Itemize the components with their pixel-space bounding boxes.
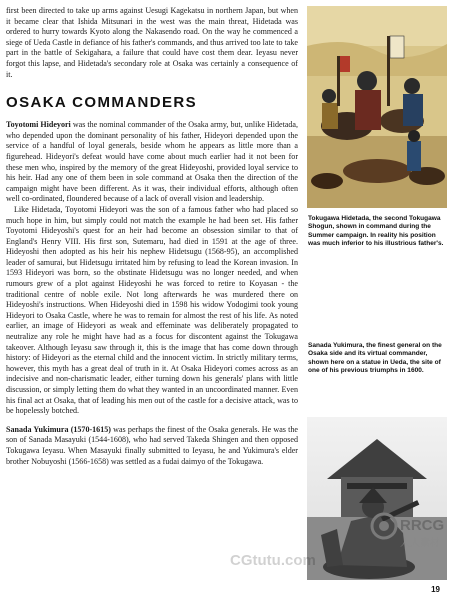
watermark-text: CGtutu.com bbox=[230, 552, 316, 569]
hidetada-illustration bbox=[307, 6, 447, 208]
caption-hidetada: Tokugawa Hidetada, the second Tokugawa Shogun, shown in command during the Summer campaign. In reality his position was much inferior to his illustrious father's. bbox=[308, 215, 444, 247]
caption-yukimura: Sanada Yukimura, the finest general on the Osaka side and its virtual commander, shown here on a statue in Ueda, the site of one of his previous triumphs in 1600. bbox=[308, 342, 442, 374]
section-heading: OSAKA COMMANDERS bbox=[6, 94, 198, 112]
statue-image bbox=[307, 417, 447, 580]
yukimura-statue-photo bbox=[307, 417, 447, 580]
yukimura-paragraph bbox=[6, 425, 298, 467]
yukimura-text: was perhaps the finest of the Osaka generals. He was the son of Sanada Masayuki (1544-1608), who had served Takeda Shingen and then opposed Tokugawa Ieyasu. When Masayuki finally submitted to Ieyasu, he and Yukimura's elder brother Nobuyoshi (1566-1658) was settled as a fudai daimyo of the Tokugawa. bbox=[6, 424, 298, 466]
page-number: 19 bbox=[431, 585, 440, 594]
logo-text-top: RRCG bbox=[400, 517, 445, 534]
rrcg-logo bbox=[370, 508, 446, 552]
yukimura-name: Sanada Yukimura (1570-1615) bbox=[6, 424, 111, 434]
hideyori-paragraph-1 bbox=[6, 120, 298, 205]
hideyori-paragraph-2: Like Hidetada, Toyotomi Hideyori was the son of a famous father who had placed so much hope in him, but simply could not match the example he had been set. His father Toyotomi Hideyoshi's quest for an heir had become an obsession similar to that of England's Henry VIII. His first son, Sutemaru, had died in 1591 at the age of three. Hideyoshi then adopted as his heir his nephew Hidetsugu (1568-95), an accomplished leader of samurai, but Hidetsugu irritated him by refusing to lead the Korean invasion. In 1593 Hideyori was born, so the obstinate Hidetsugu was no longer needed, and when rumours grew of a plot against Hideyoshi he was forced to retire to Koyasan - the traditional centre of noble exile. Not long afterwards he was murdered there on Hideyoshi's instructions. When Hideyoshi died in 1598 his widow Yodogimi took young Hideyori to Osaka Castle, where he was to remain for almost the rest of his life. As noted earlier, an image of Hideyori as weak and effeminate was deliberately propagated to neutralize any role he might have had as a focus for discontent against the Tokugawa takeover. Although Ieyasu saw through it, this is the image that has come down through history: of Hideyori as the eternal child and the innocent victim. In strictly military terms, however, this myth has a great deal of truth in it. At Osaka Hideyori comes across as an indecisive and non-charismatic leader, either turning down his generals' plans with little discussion, or simply letting them do what they wanted in an uncoordinated manner. Even his final act at Osaka, that of leading his men out of the castle for a decisive attack, was to be hopelessly botched. bbox=[6, 204, 298, 416]
logo-text-bottom: 人人素材 bbox=[400, 538, 440, 549]
caption-yukimura-wrap bbox=[308, 342, 446, 375]
hidetada-painting bbox=[307, 6, 447, 208]
hideyori-name: Toyotomi Hideyori bbox=[6, 120, 71, 130]
hideyori-text-1: was the nominal commander of the Osaka army, but, unlike Hidetada, who depended upon the dominant personality of his father, Hideyori depended upon the service of a handful of loyal generals, beside whom he appears as little more than a figurehead. Hideyori's defeat would have come about much earlier had it not been for these men who, inspired by the memory of the great Hideyoshi, provided loyal service to his heir. Had any one of them been in sole command at Osaka then the direction of the campaign might have been different. As it was, their individual efforts, although often well co-ordinated, floundered because of a lack of overall vision and leadership. bbox=[6, 120, 298, 204]
main-text-column bbox=[6, 6, 298, 467]
intro-paragraph: first been directed to take up arms against Uesugi Kagekatsu in northern Japan, but when it became clear that Ishida Mitsunari in the west was the main threat, Hidetada was ordered to hurry towards Kyoto along the Nakasendo road. On the way he commenced a siege of Ueda Castle in defiance of his father's commands, and thus arrived too late to take part in the battle of Sekigahara, a failure that could have cost them dear. Ieyasu never forgot this lapse, and Hidetada's secondary role at Osaka was certainly a consequence of it. bbox=[6, 6, 298, 79]
caption-hidetada-wrap bbox=[308, 215, 446, 248]
